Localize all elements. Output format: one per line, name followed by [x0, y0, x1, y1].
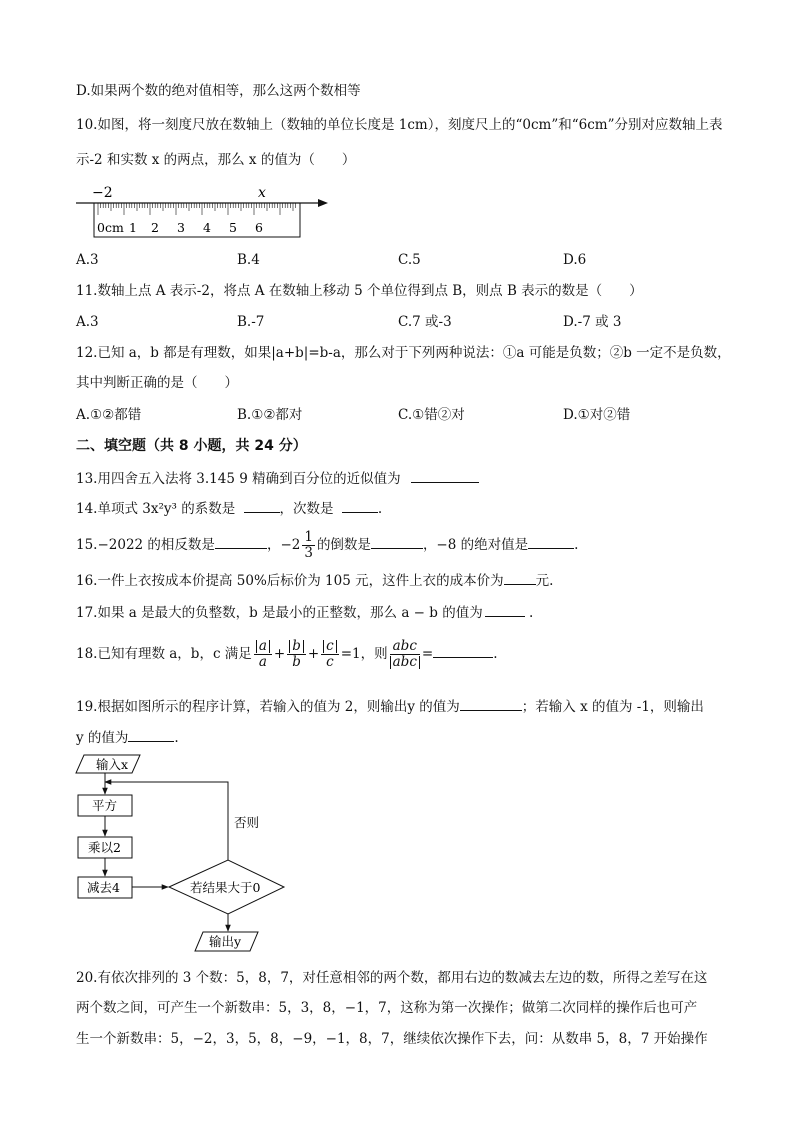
q14-coefficient-blank[interactable] [244, 499, 280, 513]
q10-option-d: D.6 [563, 252, 587, 268]
q9-option-d: D.如果两个数的绝对值相等，那么这两个数相等 [76, 83, 361, 99]
q10-option-b: B.4 [237, 252, 260, 268]
ruler-label-5: 5 [229, 220, 237, 235]
q15-opposite-blank[interactable] [215, 535, 267, 549]
q11-option-c: C.7 或-3 [398, 314, 452, 330]
q15-part4: ，−8 的绝对值是 [422, 537, 529, 553]
q18-term-b-denominator: b [292, 654, 301, 670]
q19-line2-b: . [174, 730, 179, 746]
ruler-ticks [98, 203, 296, 215]
q18-term-a-denominator: a [258, 654, 267, 670]
q10-text-line2: 示-2 和实数 x 的两点，那么 x 的值为（ ） [76, 152, 356, 168]
q19-flowchart [70, 752, 290, 962]
q12-text-line1: 12.已知 a，b 都是有理数，如果|a+b|=b-a，那么对于下列两种说法：①a 可能是负数；②b 一定不是负数， [76, 345, 731, 361]
q18-term-a [254, 639, 272, 670]
q15-part2: ， [266, 537, 281, 553]
q14-part1: 14.单项式 3x²y³ 的系数是 [76, 501, 236, 517]
q14-degree-blank[interactable] [342, 499, 378, 513]
q11-text: 11.数轴上点 A 表示-2，将点 A 在数轴上移动 5 个单位得到点 B，则点 B 表示的数是（ ） [76, 283, 643, 299]
q11-option-a: A.3 [76, 314, 99, 330]
q18-term-a-numerator: a [256, 640, 270, 653]
flow-step-minus4-label: 减去4 [87, 880, 120, 895]
flow-step-square-label: 平方 [92, 798, 118, 813]
section-heading-fill-in: 二、填空题（共 8 小题，共 24 分） [76, 438, 307, 454]
q15-part3: 的倒数是 [316, 537, 371, 553]
q19-answer-blank-1[interactable] [460, 697, 522, 711]
axis-label-neg2: −2 [92, 185, 113, 201]
ruler-label-4: 4 [203, 220, 211, 235]
q18-eq2: = [421, 646, 434, 662]
q18-term-b [287, 639, 306, 670]
flow-step-times2-label: 乘以2 [88, 840, 121, 855]
q12-option-b: B.①②都对 [237, 407, 303, 423]
q18-line [76, 637, 498, 671]
q18-result-denominator: abc [390, 656, 420, 669]
q10-text-line1: 10.如图，将一刻度尺放在数轴上（数轴的单位长度是 1cm），刻度尺上的“0cm”和“6cm”分别对应数轴上表 [76, 117, 723, 133]
q15-fraction [302, 530, 315, 561]
q18-eq: =1，则 [340, 646, 388, 662]
flow-decision-label: 若结果大于0 [190, 880, 261, 895]
q18-term-b-numerator: b [289, 640, 304, 653]
q14-part3: . [377, 501, 383, 517]
q12-option-c: C.①错②对 [398, 407, 465, 423]
q15-line [76, 530, 578, 560]
q15-part1: 15.−2022 的相反数是 [76, 537, 215, 553]
q15-reciprocal-blank[interactable] [371, 535, 423, 549]
q11-option-b: B.-7 [237, 314, 265, 330]
flow-input-label: 输入x [96, 757, 129, 772]
q11-option-d: D.-7 或 3 [563, 314, 622, 330]
q12-option-d: D.①对②错 [563, 407, 631, 423]
q12-option-a: A.①②都错 [76, 407, 142, 423]
ruler-labels [97, 220, 263, 235]
q15-fraction-denominator: 3 [304, 545, 313, 561]
q13-answer-blank[interactable] [411, 469, 479, 483]
q12-text-line2: 其中判断正确的是（ ） [76, 375, 238, 391]
q20-line3: 生一个新数串：5，−2，3，5，8，−9，−1，8，7，继续依次操作下去，问：从数串 5，8，7 开始操作 [76, 1031, 708, 1047]
q17-line [76, 603, 533, 622]
ruler-label-6: 6 [255, 220, 263, 235]
q14-part2: ，次数是 [279, 501, 334, 517]
q10-number-line-figure [72, 183, 334, 241]
q17-answer-blank[interactable] [485, 603, 525, 617]
q15-fraction-numerator: 1 [304, 529, 313, 545]
q18-term-c-numerator: c [323, 640, 337, 653]
axis-label-x: x [258, 185, 266, 201]
q16-part1: 16.一件上衣按成本价提高 50%后标价为 105 元，这件上衣的成本价为 [76, 573, 504, 589]
q15-part5: . [574, 537, 579, 553]
q16-part2: 元. [535, 573, 554, 589]
q19-answer-blank-2[interactable] [128, 728, 174, 742]
ruler-label-3: 3 [177, 220, 185, 235]
q15-absolute-blank[interactable] [528, 535, 574, 549]
q16-line [76, 571, 553, 590]
q14-line [76, 499, 382, 518]
q20-line1: 20.有依次排列的 3 个数：5，8，7，对任意相邻的两个数，都用右边的数减去左边的数，所得之差写在这 [76, 970, 708, 986]
q19-line2-a: y 的值为 [76, 730, 129, 746]
q18-term-c [321, 639, 339, 670]
ruler-label-0: 0cm [97, 220, 124, 235]
q18-part1: 18.已知有理数 a，b，c 满足 [76, 646, 252, 662]
q19-line2 [76, 728, 179, 747]
q18-plus-2: + [307, 646, 320, 662]
ruler-label-1: 1 [129, 220, 137, 235]
q18-end: . [493, 646, 498, 662]
q13-line [76, 469, 479, 488]
flow-output-label: 输出y [209, 934, 242, 949]
ruler-label-2: 2 [151, 220, 159, 235]
q17-part1: 17.如果 a 是最大的负整数，b 是最小的正整数，那么 a − b 的值为 [76, 605, 483, 621]
q18-term-c-denominator: c [326, 654, 334, 670]
q17-part2: . [529, 605, 534, 621]
q20-line2: 两个数之间，可产生一个新数串：5，3，8，−1，7，这称为第一次操作；做第二次同样的操作后也可产 [76, 1000, 698, 1016]
q10-option-c: C.5 [398, 252, 421, 268]
q10-option-a: A.3 [76, 252, 99, 268]
q15-mixed-whole: −2 [280, 537, 301, 553]
ruler [94, 203, 300, 237]
q19-part2: ；若输入 x 的值为 -1，则输出 [521, 699, 704, 715]
q19-part1: 19.根据如图所示的程序计算，若输入的值为 2，则输出y 的值为 [76, 699, 460, 715]
q18-result-numerator: abc [390, 639, 420, 655]
q16-answer-blank[interactable] [504, 571, 536, 585]
q18-answer-blank[interactable] [433, 644, 493, 658]
q19-line1 [76, 697, 704, 716]
q18-result-fraction [390, 639, 420, 670]
q13-text: 13.用四舍五入法将 3.145 9 精确到百分位的近似值为 [76, 471, 401, 487]
q18-plus-1: + [273, 646, 286, 662]
flow-else-label: 否则 [234, 815, 260, 830]
